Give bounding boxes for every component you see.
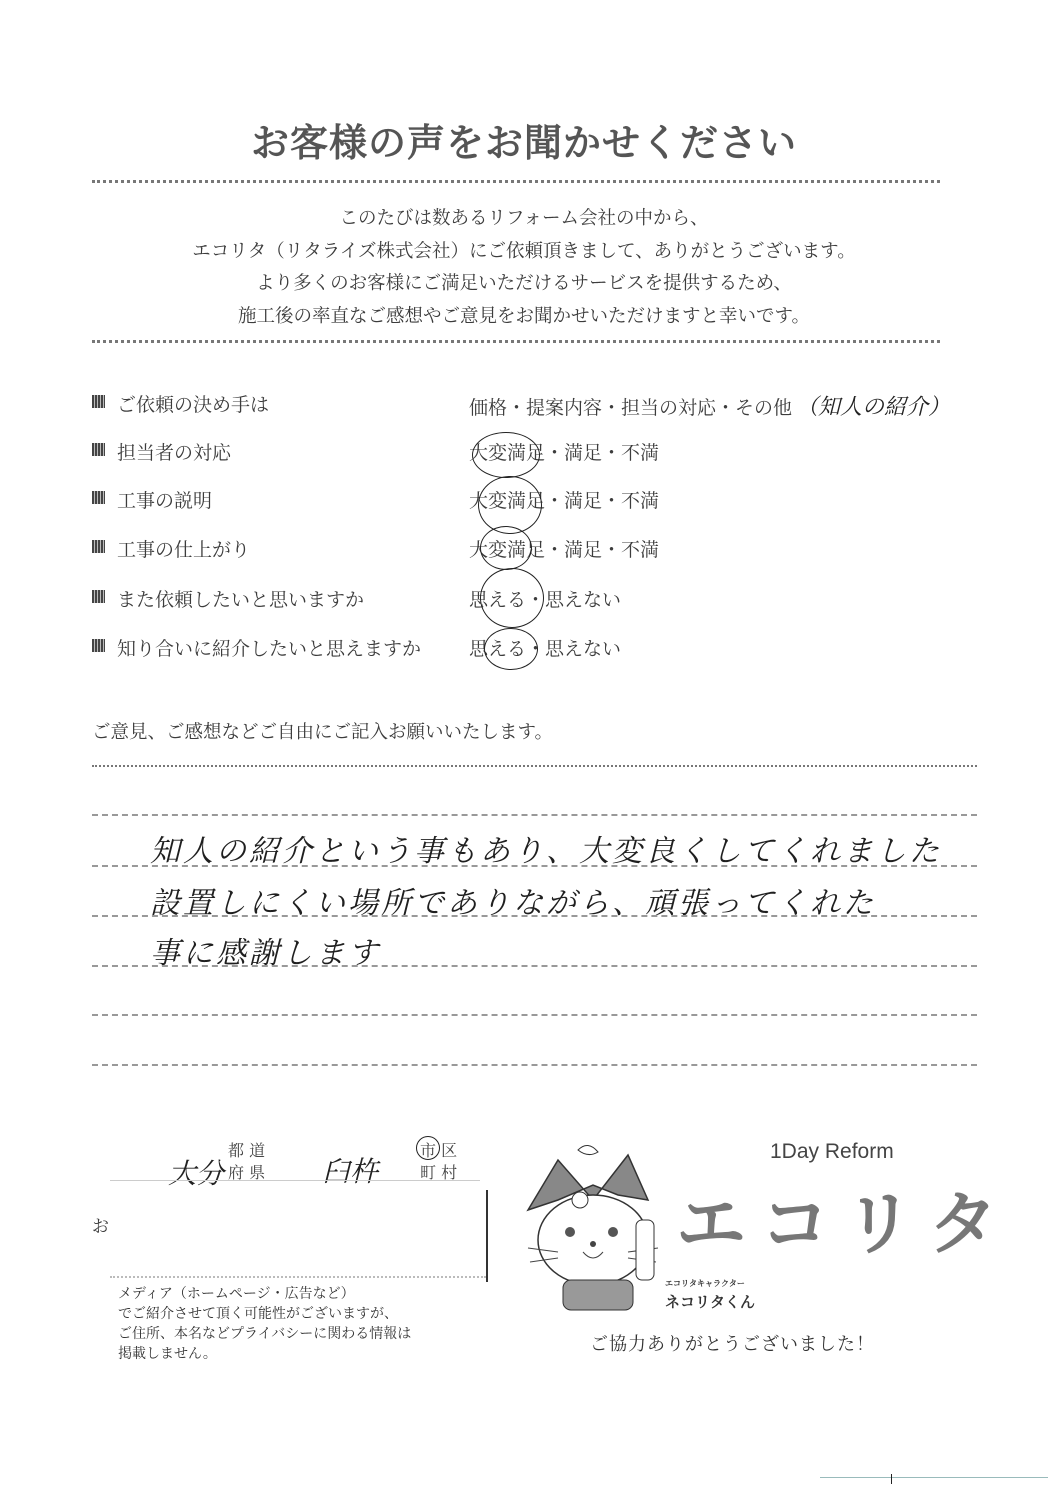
- comment-divider: [92, 765, 977, 767]
- prefecture-suffix-bottom: 府 県: [228, 1163, 266, 1182]
- address-divider: [110, 1180, 480, 1181]
- selection-circle: [480, 568, 544, 628]
- prefecture-suffix-top: 都 道: [228, 1141, 266, 1160]
- selection-circle: [484, 628, 538, 670]
- selection-circle: [416, 1136, 440, 1160]
- brand-tagline: 1Day Reform: [770, 1140, 894, 1163]
- writing-line: [92, 814, 977, 816]
- handwritten-comment-line[interactable]: 設置しにくい場所でありながら、頑張ってくれた: [150, 886, 876, 921]
- city-handwritten[interactable]: 臼杵: [322, 1155, 379, 1188]
- intro-line: より多くのお客様にご満足いただけるサービスを提供するため、: [256, 273, 792, 294]
- answer-options[interactable]: 思える・思えない: [469, 638, 622, 660]
- brand-logo: エコリタ: [676, 1183, 1012, 1265]
- answer-options[interactable]: 大変満足・満足・不満: [469, 539, 660, 561]
- square-bullet-icon: [92, 639, 105, 652]
- comment-prompt: ご意見、ご感想などご自由にご記入お願いいたします。: [92, 722, 554, 743]
- question-label: また依頼したいと思いますか: [117, 589, 365, 611]
- intro-divider: [92, 340, 940, 343]
- handwritten-other-answer: （知人の紹介）: [796, 395, 951, 420]
- intro-text: [0, 203, 1048, 333]
- city-suffix-bottom: 町 村: [420, 1163, 458, 1182]
- name-field-label: お: [92, 1217, 109, 1237]
- city-suffix-top: 市 区: [420, 1141, 458, 1160]
- scan-edge-tick: [891, 1474, 892, 1484]
- survey-question: [92, 535, 972, 567]
- prefecture-handwritten[interactable]: 大分: [168, 1157, 225, 1190]
- question-label: 担当者の対応: [117, 442, 232, 464]
- name-redaction-box: [88, 1190, 488, 1282]
- thanks-message: ご協力ありがとうございました！: [590, 1334, 875, 1355]
- intro-line: エコリタ（リタライズ株式会社）にご依頼頂きまして、ありがとうございます。: [192, 240, 856, 262]
- question-label: ご依頼の決め手は: [117, 394, 270, 416]
- writing-line: [92, 1014, 977, 1016]
- writing-line: [92, 915, 977, 917]
- square-bullet-icon: [92, 590, 105, 603]
- question-label: 工事の説明: [117, 490, 213, 512]
- question-label: 知り合いに紹介したいと思えますか: [117, 638, 422, 660]
- mascot-cat-icon: [518, 1140, 668, 1320]
- mascot-caption: エコリタキャラクター: [665, 1279, 745, 1288]
- writing-line: [92, 1064, 977, 1066]
- square-bullet-icon: [92, 443, 105, 456]
- handwritten-comment-line[interactable]: 事に感謝します: [150, 936, 381, 971]
- selection-circle: [480, 526, 532, 570]
- handwritten-comment-line[interactable]: 知人の紹介という事もあり、大変良くしてくれました: [150, 834, 942, 869]
- media-privacy-note: メディア（ホームページ・広告など） でご紹介させて頂く可能性がございますが、 ご住所、本名などプライバシーに関わる情報は 掲載しません。: [118, 1286, 412, 1362]
- question-label: 工事の仕上がり: [117, 539, 251, 561]
- title-divider: [92, 180, 940, 183]
- mascot-name: ネコリタくん: [665, 1293, 756, 1311]
- square-bullet-icon: [92, 540, 105, 553]
- survey-question: [92, 390, 972, 422]
- intro-line: このたびは数あるリフォーム会社の中から、: [339, 208, 709, 229]
- answer-options[interactable]: 価格・提案内容・担当の対応・その他 （知人の紹介）: [469, 395, 951, 420]
- scan-edge-line: [820, 1477, 1048, 1478]
- square-bullet-icon: [92, 395, 105, 408]
- square-bullet-icon: [92, 491, 105, 504]
- writing-line: [92, 865, 977, 867]
- answer-options[interactable]: 大変満足・満足・不満: [469, 490, 660, 512]
- intro-line: 施工後の率直なご感想やご意見をお聞かせいただけますと幸いです。: [237, 305, 811, 327]
- selection-circle: [472, 432, 540, 478]
- writing-line: [92, 965, 977, 967]
- name-underline: [110, 1276, 486, 1278]
- answer-options[interactable]: 大変満足・満足・不満: [469, 442, 660, 464]
- page-title: お客様の声をお聞かせください: [250, 121, 797, 165]
- answer-options[interactable]: 思える・思えない: [469, 589, 622, 611]
